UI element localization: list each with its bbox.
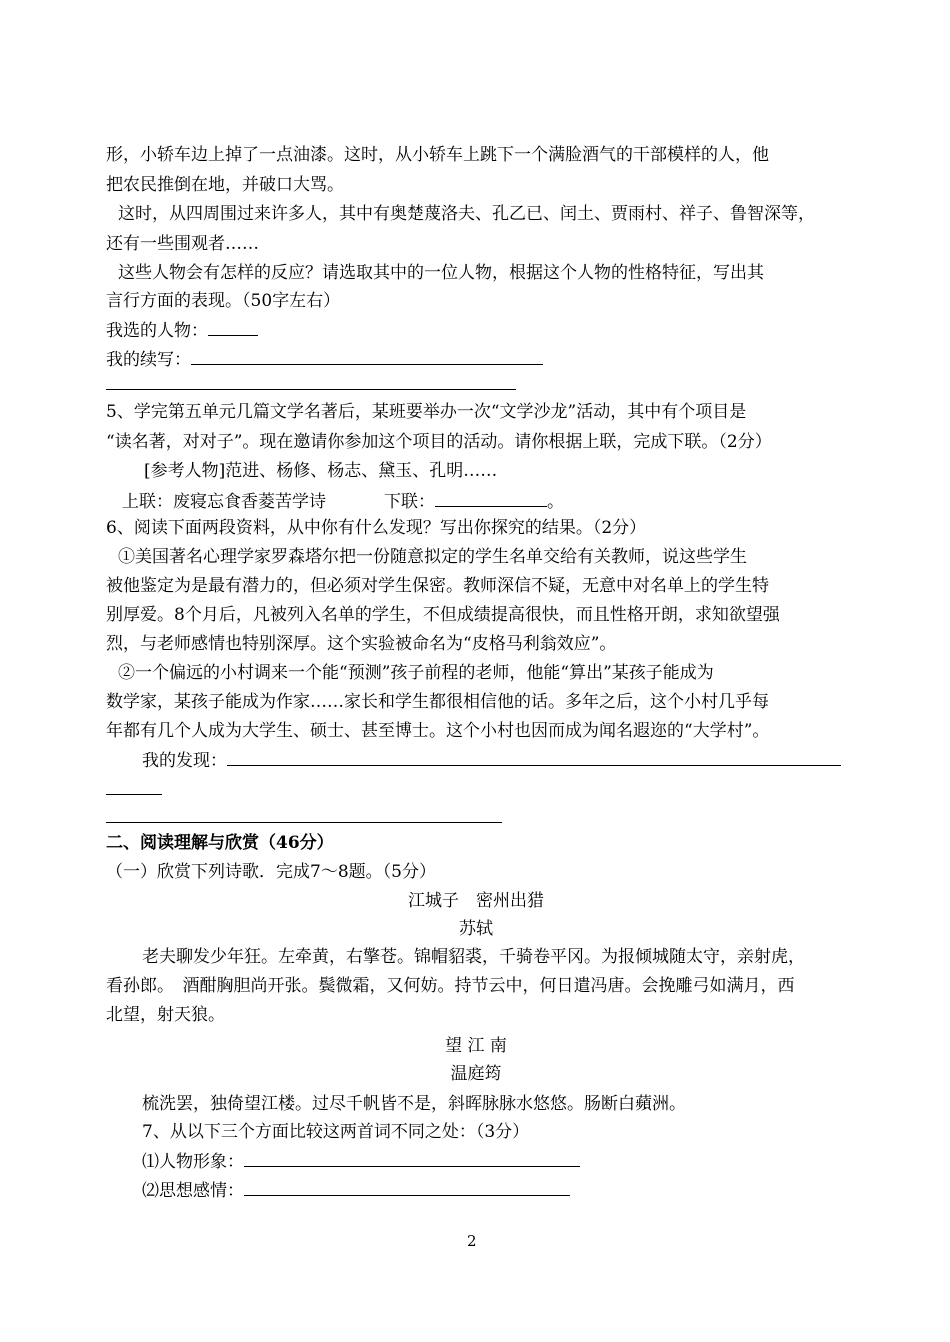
q6-material-1-line-3: 别厚爱。8个月后，凡被列入名单的学生，不但成绩提高很快，而且性格开朗，求知欲望强	[106, 605, 780, 625]
upper-couplet: 上联：废寝忘食香菱苦学诗	[122, 492, 326, 512]
finding-answer-blank[interactable]	[227, 749, 841, 766]
page-number: 2	[467, 1232, 477, 1250]
q6-line-1: 6、阅读下面两段资料，从中你有什么发现？写出你探究的结果。（2分）	[106, 518, 647, 538]
sequel-answer-line-2[interactable]	[106, 389, 516, 390]
q7-character-image-row	[142, 1150, 580, 1173]
person-label: 我选的人物：	[106, 321, 208, 341]
poem-2-author: 温庭筠	[450, 1064, 502, 1084]
intro-line-3: 这时，从四周围过来许多人，其中有奥楚蔑洛夫、孔乙已、闰土、贾雨村、祥子、鲁智深等，	[118, 204, 815, 224]
q7-thoughts-feelings-row	[142, 1179, 570, 1202]
intro-line-2: 把农民推倒在地，并破口大骂。	[106, 175, 344, 195]
q6-material-2-line-1: ②一个偏远的小村调来一个能“预测”孩子前程的老师，他能“算出”某孩子能成为	[118, 663, 714, 683]
q7-thoughts-feelings-label: ⑵思想感情：	[142, 1181, 244, 1201]
poem-1-author: 苏轼	[459, 919, 493, 939]
finding-answer-row	[142, 749, 841, 772]
q5-couplet-row: 上联：废寝忘食香菱苦学诗 下联： 。	[122, 492, 564, 512]
poem-2-title: 望 江 南	[445, 1036, 507, 1056]
poem-1-line-3: 北望，射天狼。	[106, 1005, 225, 1025]
poem-2-line-1: 梳洗罢，独倚望江楼。过尽千帆皆不是，斜晖脉脉水悠悠。肠断白蘋洲。	[142, 1094, 686, 1114]
poem-1-line-2: 看孙郎。 酒酣胸胆尚开张。鬓微霜，又何妨。持节云中，何日遣冯唐。会挽雕弓如满月，西	[106, 976, 795, 996]
q6-material-2-line-3: 年都有几个人成为大学生、硕士、甚至博士。这个小村也因而成为闻名遐迩的“大学村”。	[106, 721, 770, 741]
intro-line-6: 言行方面的表现。（50字左右）	[106, 291, 341, 311]
poem-1-line-1: 老夫聊发少年狂。左牵黄，右擎苍。锦帽貂裘，千骑卷平冈。为报倾城随太守，亲射虎，	[142, 947, 805, 967]
lower-couplet-blank[interactable]	[435, 490, 547, 507]
q6-material-1-line-1: ①美国著名心理学家罗森塔尔把一份随意拟定的学生名单交给有关教师，说这些学生	[118, 547, 747, 567]
section-divider	[106, 822, 502, 823]
finding-answer-line-2[interactable]	[106, 794, 162, 795]
intro-line-4: 还有一些围观者……	[106, 234, 259, 254]
intro-line-1: 形，小轿车边上掉了一点油漆。这时，从小轿车上跳下一个满脸酒气的干部模样的人，他	[106, 145, 769, 165]
q5-line-1: 5、学完第五单元几篇文学名著后，某班要举办一次“文学沙龙”活动，其中有个项目是	[106, 402, 747, 422]
person-answer-blank[interactable]	[208, 319, 258, 336]
intro-line-5: 这些人物会有怎样的反应？请选取其中的一位人物，根据这个人物的性格特征，写出其	[118, 263, 764, 283]
sequel-answer-blank[interactable]	[191, 348, 543, 365]
poem-1-title: 江城子 密州出猎	[408, 891, 544, 911]
q5-reference-characters: [参考人物]范进、杨修、杨志、黛玉、孔明……	[144, 461, 498, 481]
q6-material-1-line-2: 被他鉴定为是最有潜力的，但必须对学生保密。教师深信不疑，无意中对名单上的学生特	[106, 576, 769, 596]
section-2-subheading: （一）欣赏下列诗歌．完成7～8题。（5分）	[106, 862, 436, 882]
section-2-heading: 二、阅读理解与欣赏（46分）	[106, 833, 334, 853]
q7-character-image-label: ⑴人物形象：	[142, 1152, 244, 1172]
person-answer-row	[106, 319, 258, 342]
q7-line-1: 7、从以下三个方面比较这两首词不同之处：（3分）	[142, 1122, 530, 1142]
lower-couplet-label: 下联：	[384, 492, 435, 512]
sequel-answer-row	[106, 348, 543, 371]
q6-material-1-line-4: 烈，与老师感情也特别深厚。这个实验被命名为“皮格马利翁效应”。	[106, 634, 617, 654]
q7-thoughts-feelings-blank[interactable]	[244, 1179, 570, 1196]
finding-label: 我的发现：	[142, 751, 227, 771]
q5-line-2: “读名著，对对子”。现在邀请你参加这个项目的活动。请你根据上联，完成下联。（2分）	[106, 432, 772, 452]
q7-character-image-blank[interactable]	[244, 1150, 580, 1167]
sequel-label: 我的续写：	[106, 350, 191, 370]
q6-material-2-line-2: 数学家，某孩子能成为作家……家长和学生都很相信他的话。多年之后，这个小村几乎每	[106, 692, 769, 712]
